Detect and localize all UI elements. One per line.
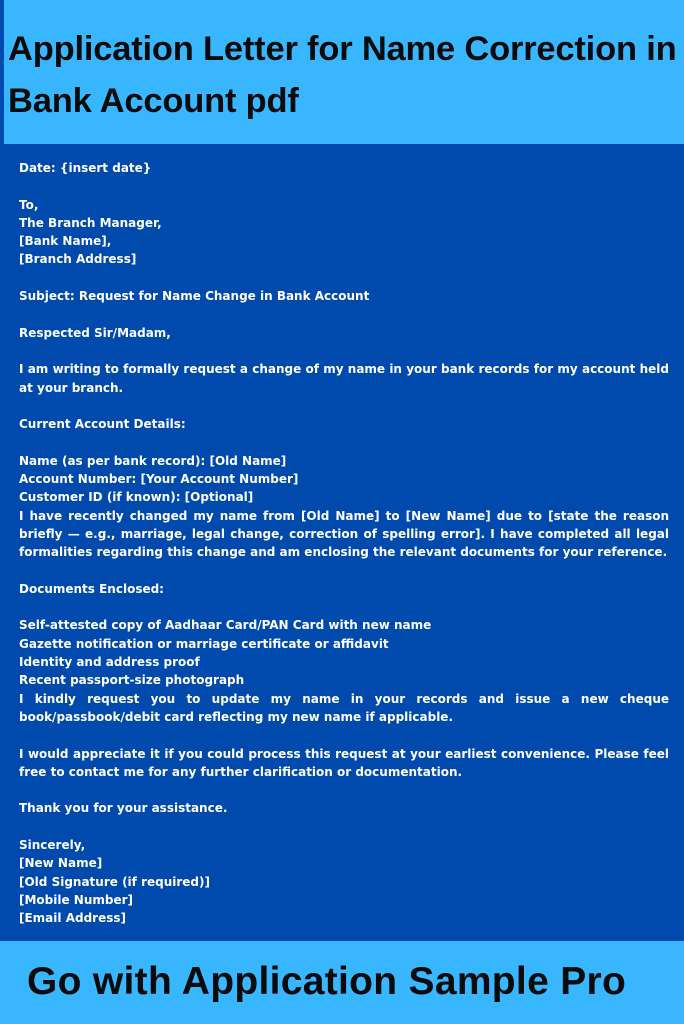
document-item: Recent passport-size photograph <box>19 673 245 688</box>
letter-body <box>19 159 669 927</box>
subject-line: Subject: Request for Name Change in Bank Account <box>19 289 370 304</box>
appreciation-paragraph: I would appreciate it if you could process this request at your earliest convenience. Please feel free to contact me for any further clarification or documentation. <box>19 746 669 779</box>
header-banner <box>0 0 684 144</box>
recipient-title: The Branch Manager, <box>19 215 162 230</box>
request-paragraph: I kindly request you to update my name in your records and issue a new cheque book/passbook/debit card reflecting my new name if applicable. <box>19 691 669 724</box>
signature-line: [Old Signature (if required)] <box>19 874 210 889</box>
document-item: Self-attested copy of Aadhaar Card/PAN Card with new name <box>19 618 432 633</box>
document-item: Gazette notification or marriage certificate or affidavit <box>19 636 389 651</box>
account-detail-item: Name (as per bank record): [Old Name] <box>19 453 287 468</box>
signature-line: [Mobile Number] <box>19 892 134 907</box>
to-line: To, <box>19 197 39 212</box>
documents-heading: Documents Enclosed: <box>19 581 164 596</box>
branch-address: [Branch Address] <box>19 252 137 267</box>
account-detail-item: Account Number: [Your Account Number] <box>19 472 299 487</box>
document-item: Identity and address proof <box>19 655 200 670</box>
account-detail-item: Customer ID (if known): [Optional] <box>19 490 254 505</box>
closing-line: Sincerely, <box>19 837 86 852</box>
footer-banner <box>0 941 684 1024</box>
signature-line: [New Name] <box>19 856 103 871</box>
signature-line: [Email Address] <box>19 911 126 926</box>
thanks-line: Thank you for your assistance. <box>19 801 228 816</box>
account-details-heading: Current Account Details: <box>19 417 186 432</box>
footer-text: Go with Application Sample Pro <box>27 960 627 1003</box>
page-title: Application Letter for Name Correction in Bank Account pdf <box>8 30 677 120</box>
bank-name: [Bank Name], <box>19 234 112 249</box>
date-line: Date: {insert date} <box>19 161 152 175</box>
intro-paragraph: I am writing to formally request a change of my name in your bank records for my account held at your branch. <box>19 362 669 395</box>
salutation: Respected Sir/Madam, <box>19 325 171 340</box>
reason-paragraph: I have recently changed my name from [Old Name] to [New Name] due to [state the reason briefly — e.g., marriage, legal change, correction of spelling error]. I have completed all legal formalities regarding this change and am enclosing the relevant documents for your reference. <box>19 508 669 560</box>
